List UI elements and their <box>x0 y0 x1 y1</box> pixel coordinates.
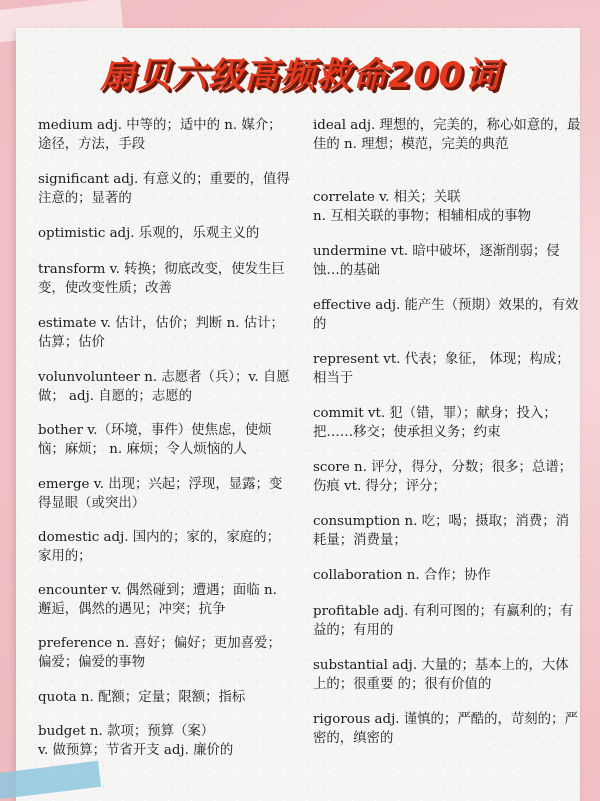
vocab-entry: collaboration n. 合作；协作 <box>313 568 491 583</box>
vocab-entry: quota n. 配额；定量；限额；指标 <box>38 690 246 705</box>
vocab-entry: estimate v. 估计，估价；判断 n. 估计；估算；估价 <box>38 316 284 350</box>
vocab-entry: domestic adj. 国内的；家的，家庭的；家用的； <box>38 530 281 564</box>
vocab-entry: consumption n. 吃；喝；摄取；消费；消耗量；消费量； <box>313 514 569 548</box>
vocab-entry: preference n. 喜好；偏好；更加喜爱；偏爱；偏爱的事物 <box>38 636 281 670</box>
vocab-entry: commit vt. 犯（错，罪）；献身；投入；把……移交；使承担义务；约束 <box>313 406 557 440</box>
vocab-entry: encounter v. 偶然碰到；遭遇；面临 n. 邂逅，偶然的遇见；冲突；抗争 <box>38 583 277 617</box>
vocab-entry: transform v. 转换；彻底改变，使发生巨变，使改变性质；改善 <box>38 262 285 296</box>
vocab-entry: medium adj. 中等的；适中的 n. 媒介；途径，方法，手段 <box>38 118 282 152</box>
vocab-entry: profitable adj. 有利可图的；有赢利的；有益的；有用的 <box>313 604 574 638</box>
vocab-entry: rigorous adj. 谨慎的；严酷的，苛刻的；严密的，缜密的 <box>313 712 578 746</box>
page-title: 扇贝六级高频救命200词 <box>99 56 501 96</box>
vocab-entry: effective adj. 能产生（预期）效果的，有效的 <box>313 298 579 332</box>
vocab-entry: represent vt. 代表；象征， 体现；构成；相当于 <box>313 352 570 386</box>
vocab-entry: score n. 评分，得分，分数；很多；总谱；伤痕 vt. 得分；评分； <box>313 460 573 494</box>
vocab-entry: undermine vt. 暗中破坏，逐渐削弱；侵蚀…的基础 <box>313 244 560 278</box>
vocab-entry: correlate v. 相关；关联 n. 互相关联的事物；相辅相成的事物 <box>313 190 531 224</box>
vocab-entry: optimistic adj. 乐观的，乐观主义的 <box>38 226 260 241</box>
vocab-entry: bother v.（环境，事件）使焦虑，使烦恼；麻烦； n. 麻烦；令人烦恼的人 <box>38 423 272 457</box>
vocab-entry: substantial adj. 大量的；基本上的，大体上的；很重要 的；很有价值的 <box>313 658 569 692</box>
vocab-entry: ideal adj. 理想的，完美的，称心如意的，最佳的 n. 理想；模范，完美的典范 <box>313 118 581 152</box>
vocab-entry: budget n. 款项；预算（案） v. 做预算；节省开支 adj. 廉价的 <box>38 724 234 758</box>
vocab-entry: emerge v. 出现；兴起；浮现，显露；变得显眼（或突出） <box>38 477 283 511</box>
vocab-entry: volunvolunteer n. 志愿者（兵）；v. 自愿做； adj. 自愿的；志愿的 <box>38 370 290 404</box>
vocab-entry: significant adj. 有意义的；重要的，值得注意的；显著的 <box>38 172 290 206</box>
